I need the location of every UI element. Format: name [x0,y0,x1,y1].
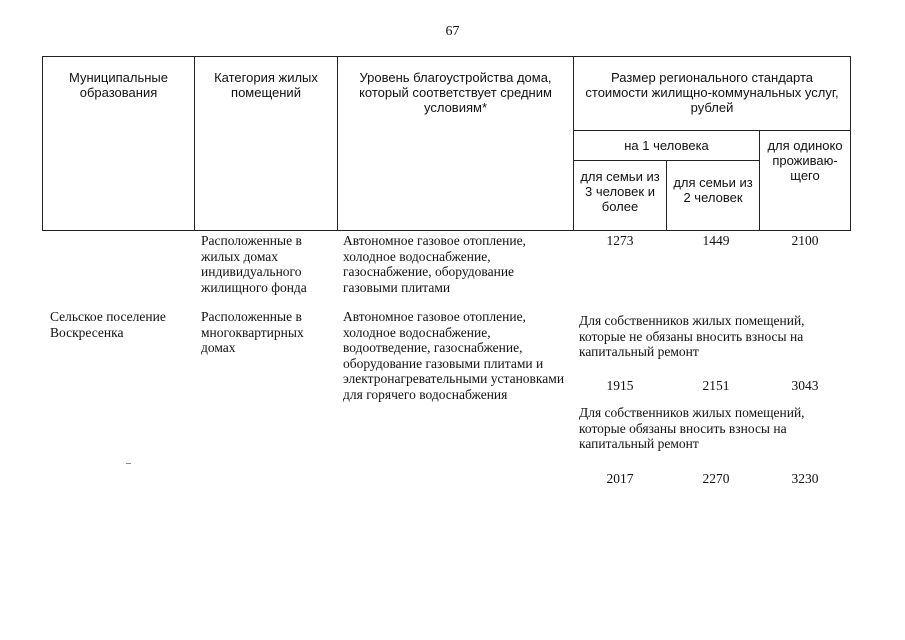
row2-obligation-family3: 2017 [606,471,634,486]
row2-obligation-family2: 2270 [702,471,730,486]
row1-level: Автономное газовое отопление, холодное водоснабжение, газоснабжение, оборудование газовыми плитами [343,233,526,295]
row1-value-family2: 1449 [702,233,730,248]
header-category: Категория жилых помещений [195,57,338,231]
row2-obligation-single: 3230 [791,471,819,486]
header-standard: Размер регионального стандарта стоимости жилищно-коммунальных услуг, рублей [574,57,851,131]
table-header [42,56,851,231]
row2-note-no-obligation: Для собственников жилых помещений, которые не обязаны вносить взносы на капитальный ремонт [579,313,805,359]
row1-category: Расположенные в жилых домах индивидуального жилищного фонда [201,233,307,295]
scan-mark [126,463,131,464]
page-number: 67 [445,24,460,39]
header-single: для одиноко проживаю-щего [760,131,851,231]
row1-value-single: 2100 [791,233,819,248]
header-per-person: на 1 человека [574,131,760,161]
row2-municipality: Сельское поселение Воскресенка [50,309,166,340]
row2-note-obligation: Для собственников жилых помещений, которые обязаны вносить взносы на капитальный ремонт [579,405,805,451]
header-family3: для семьи из 3 человек и более [574,161,667,231]
header-family2: для семьи из 2 человек [667,161,760,231]
row2-no-obligation-single: 3043 [791,378,819,393]
header-level: Уровень благоустройства дома, который соответствует средним условиям* [338,57,574,231]
row2-no-obligation-family2: 2151 [702,378,730,393]
row2-no-obligation-family3: 1915 [606,378,634,393]
row2-level: Автономное газовое отопление, холодное водоснабжение, водоотведение, газоснабжение, оборудование газовыми плитами и электронагревательными установками для горячего водоснабжения [343,309,565,402]
row2-category: Расположенные в многоквартирных домах [201,309,304,355]
row1-value-family3: 1273 [606,233,634,248]
header-municipality: Муниципальные образования [43,57,195,231]
